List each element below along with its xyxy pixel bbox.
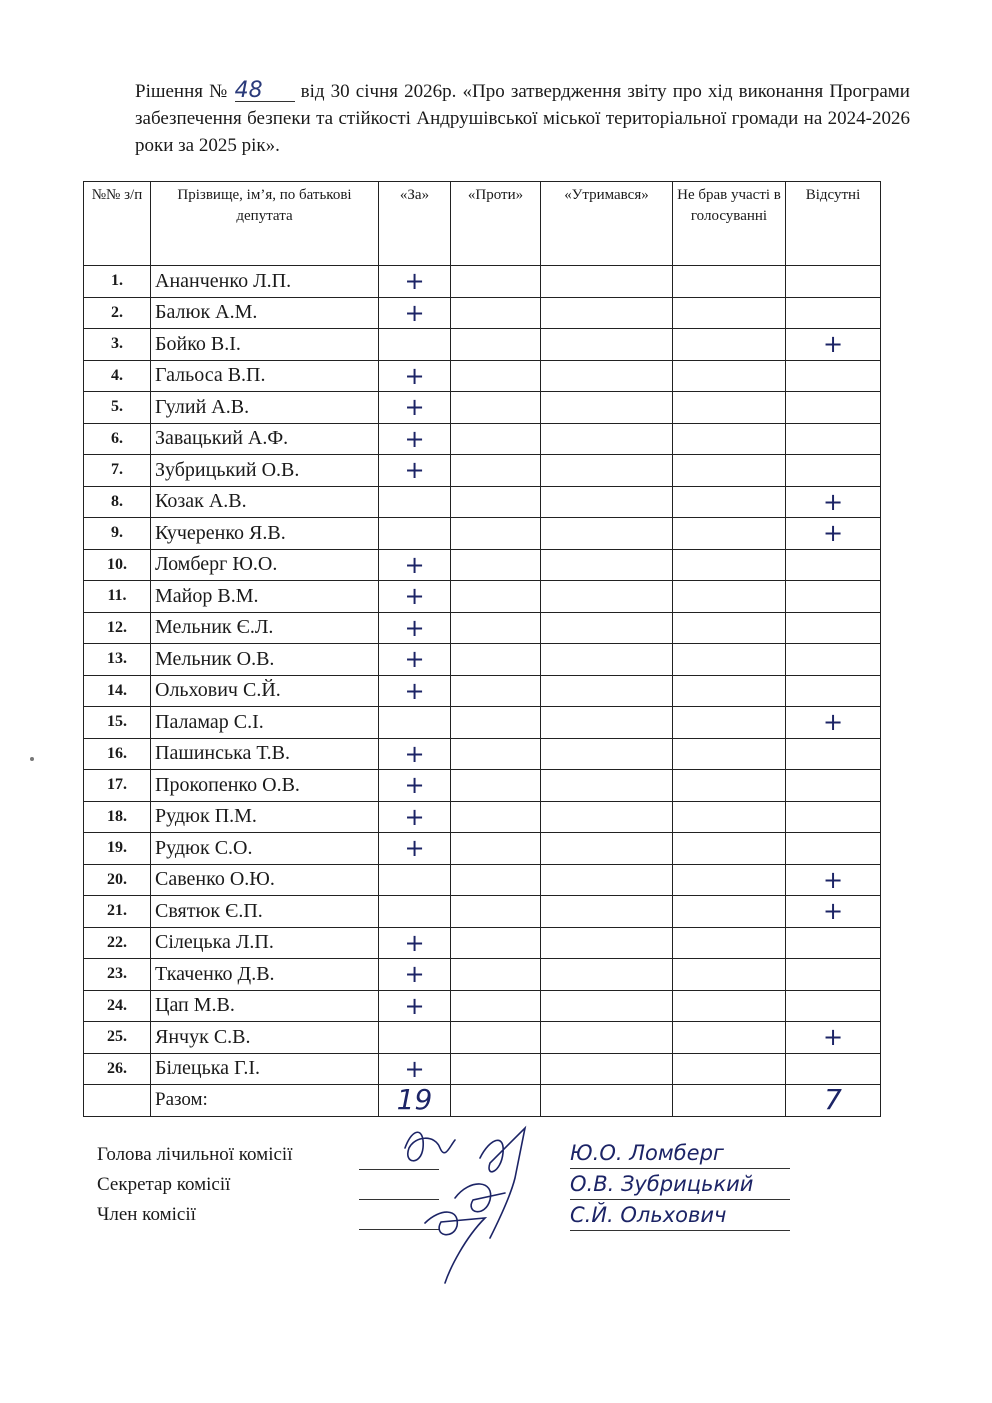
absent-mark bbox=[786, 266, 881, 298]
vote-against-cell bbox=[451, 959, 541, 991]
vote-for-mark: + bbox=[379, 266, 451, 298]
signatory-names bbox=[570, 1138, 790, 1231]
table-row bbox=[84, 770, 881, 802]
no-vote-cell bbox=[673, 423, 786, 455]
vote-for-mark: + bbox=[379, 801, 451, 833]
row-number: 10. bbox=[84, 549, 151, 581]
deputy-name: Балюк А.М. bbox=[151, 297, 379, 329]
deputy-name: Паламар С.І. bbox=[151, 707, 379, 739]
vote-abstain-cell bbox=[541, 486, 673, 518]
vote-abstain-cell bbox=[541, 581, 673, 613]
vote-abstain-cell bbox=[541, 707, 673, 739]
vote-abstain-cell bbox=[541, 738, 673, 770]
col-name-header: Прізвище, ім’я, по батькові депутата bbox=[151, 182, 379, 266]
row-number: 7. bbox=[84, 455, 151, 487]
no-vote-cell bbox=[673, 927, 786, 959]
vote-against-cell bbox=[451, 927, 541, 959]
deputy-name: Мельник Є.Л. bbox=[151, 612, 379, 644]
absent-mark: + bbox=[786, 896, 881, 928]
decision-prefix: Рішення № bbox=[135, 81, 229, 102]
vote-for-mark: + bbox=[379, 675, 451, 707]
row-number: 14. bbox=[84, 675, 151, 707]
vote-for-mark: + bbox=[379, 455, 451, 487]
signature-member bbox=[425, 1212, 485, 1283]
col-abstain-header: «Утримався» bbox=[541, 182, 673, 266]
vote-abstain-cell bbox=[541, 329, 673, 361]
row-number: 12. bbox=[84, 612, 151, 644]
row-number: 8. bbox=[84, 486, 151, 518]
row-number: 17. bbox=[84, 770, 151, 802]
vote-abstain-cell bbox=[541, 927, 673, 959]
deputy-name: Рудюк С.О. bbox=[151, 833, 379, 865]
deputy-name: Гулий А.В. bbox=[151, 392, 379, 424]
row-number: 18. bbox=[84, 801, 151, 833]
role-chair: Голова лічильної комісії bbox=[97, 1144, 293, 1165]
row-number: 23. bbox=[84, 959, 151, 991]
vote-against-cell bbox=[451, 1022, 541, 1054]
absent-mark bbox=[786, 360, 881, 392]
vote-abstain-cell bbox=[541, 770, 673, 802]
no-vote-cell bbox=[673, 297, 786, 329]
total-for: 19 bbox=[379, 1085, 451, 1117]
deputy-name: Майор В.М. bbox=[151, 581, 379, 613]
voting-table bbox=[83, 181, 881, 1117]
vote-for-mark: + bbox=[379, 392, 451, 424]
vote-against-cell bbox=[451, 297, 541, 329]
deputy-name: Мельник О.В. bbox=[151, 644, 379, 676]
row-number: 11. bbox=[84, 581, 151, 613]
vote-against-cell bbox=[451, 486, 541, 518]
vote-for-mark: + bbox=[379, 738, 451, 770]
vote-abstain-cell bbox=[541, 392, 673, 424]
total-row bbox=[84, 1085, 881, 1117]
table-row bbox=[84, 801, 881, 833]
absent-mark bbox=[786, 549, 881, 581]
col-for-header: «За» bbox=[379, 182, 451, 266]
vote-abstain-cell bbox=[541, 455, 673, 487]
no-vote-cell bbox=[673, 486, 786, 518]
row-number: 22. bbox=[84, 927, 151, 959]
deputy-name: Білецька Г.І. bbox=[151, 1053, 379, 1085]
table-row bbox=[84, 864, 881, 896]
row-number: 24. bbox=[84, 990, 151, 1022]
table-row bbox=[84, 549, 881, 581]
absent-mark: + bbox=[786, 864, 881, 896]
vote-against-cell bbox=[451, 581, 541, 613]
vote-against-cell bbox=[451, 770, 541, 802]
total-novote-cell bbox=[673, 1085, 786, 1117]
col-absent-header: Відсутні bbox=[786, 182, 881, 266]
table-row bbox=[84, 644, 881, 676]
vote-against-cell bbox=[451, 864, 541, 896]
table-row bbox=[84, 329, 881, 361]
deputy-name: Прокопенко О.В. bbox=[151, 770, 379, 802]
deputy-name: Пашинська Т.В. bbox=[151, 738, 379, 770]
row-number: 1. bbox=[84, 266, 151, 298]
vote-for-mark bbox=[379, 518, 451, 550]
vote-abstain-cell bbox=[541, 959, 673, 991]
absent-mark: + bbox=[786, 486, 881, 518]
vote-abstain-cell bbox=[541, 266, 673, 298]
deputy-name: Кучеренко Я.В. bbox=[151, 518, 379, 550]
no-vote-cell bbox=[673, 738, 786, 770]
absent-mark bbox=[786, 423, 881, 455]
total-against-cell bbox=[451, 1085, 541, 1117]
no-vote-cell bbox=[673, 392, 786, 424]
scan-speck bbox=[30, 757, 34, 761]
vote-against-cell bbox=[451, 392, 541, 424]
vote-abstain-cell bbox=[541, 990, 673, 1022]
signature-chair bbox=[405, 1132, 455, 1161]
vote-against-cell bbox=[451, 896, 541, 928]
table-row bbox=[84, 518, 881, 550]
absent-mark bbox=[786, 738, 881, 770]
role-member: Член комісії bbox=[97, 1204, 196, 1225]
signoff-line bbox=[97, 1170, 439, 1200]
no-vote-cell bbox=[673, 864, 786, 896]
vote-against-cell bbox=[451, 644, 541, 676]
vote-against-cell bbox=[451, 707, 541, 739]
row-number: 19. bbox=[84, 833, 151, 865]
vote-against-cell bbox=[451, 329, 541, 361]
role-secretary: Секретар комісії bbox=[97, 1174, 231, 1195]
col-num-header: №№ з/п bbox=[84, 182, 151, 266]
deputy-name: Гальоса В.П. bbox=[151, 360, 379, 392]
vote-against-cell bbox=[451, 833, 541, 865]
vote-for-mark: + bbox=[379, 423, 451, 455]
vote-against-cell bbox=[451, 612, 541, 644]
vote-abstain-cell bbox=[541, 297, 673, 329]
vote-abstain-cell bbox=[541, 675, 673, 707]
vote-abstain-cell bbox=[541, 423, 673, 455]
signoff-block bbox=[97, 1140, 439, 1230]
no-vote-cell bbox=[673, 644, 786, 676]
row-number: 20. bbox=[84, 864, 151, 896]
absent-mark bbox=[786, 1053, 881, 1085]
table-header-row bbox=[84, 182, 881, 266]
row-number: 4. bbox=[84, 360, 151, 392]
deputy-name: Святюк Є.П. bbox=[151, 896, 379, 928]
col-novote-header: Не брав участі в голосуванні bbox=[673, 182, 786, 266]
absent-mark bbox=[786, 644, 881, 676]
vote-against-cell bbox=[451, 675, 541, 707]
row-number: 15. bbox=[84, 707, 151, 739]
row-number: 3. bbox=[84, 329, 151, 361]
no-vote-cell bbox=[673, 1053, 786, 1085]
vote-abstain-cell bbox=[541, 801, 673, 833]
vote-abstain-cell bbox=[541, 518, 673, 550]
vote-abstain-cell bbox=[541, 644, 673, 676]
row-number: 2. bbox=[84, 297, 151, 329]
vote-abstain-cell bbox=[541, 1053, 673, 1085]
deputy-name: Рудюк П.М. bbox=[151, 801, 379, 833]
no-vote-cell bbox=[673, 612, 786, 644]
table-row bbox=[84, 423, 881, 455]
table-row bbox=[84, 392, 881, 424]
deputy-name: Ананченко Л.П. bbox=[151, 266, 379, 298]
decision-number: 48 bbox=[235, 81, 295, 102]
vote-abstain-cell bbox=[541, 549, 673, 581]
table-row bbox=[84, 738, 881, 770]
absent-mark bbox=[786, 927, 881, 959]
no-vote-cell bbox=[673, 1022, 786, 1054]
no-vote-cell bbox=[673, 959, 786, 991]
vote-for-mark bbox=[379, 486, 451, 518]
deputy-name: Козак А.В. bbox=[151, 486, 379, 518]
table-row bbox=[84, 927, 881, 959]
absent-mark bbox=[786, 675, 881, 707]
vote-abstain-cell bbox=[541, 896, 673, 928]
absent-mark bbox=[786, 455, 881, 487]
decision-text: від 30 січня 2026р. «Про затвердження звіту про хід виконання Програми забезпечення безпеки та стійкості Андрушівської міської територіальної громади на 2024-2026 роки за 2025 рік». bbox=[135, 81, 910, 156]
vote-for-mark: + bbox=[379, 360, 451, 392]
vote-against-cell bbox=[451, 423, 541, 455]
vote-for-mark: + bbox=[379, 1053, 451, 1085]
absent-mark bbox=[786, 297, 881, 329]
table-row bbox=[84, 1022, 881, 1054]
chair-name: Ю.О. Ломберг bbox=[570, 1138, 790, 1169]
deputy-name: Ткаченко Д.В. bbox=[151, 959, 379, 991]
table-row bbox=[84, 455, 881, 487]
vote-for-mark bbox=[379, 1022, 451, 1054]
table-row bbox=[84, 990, 881, 1022]
deputy-name: Ольхович С.Й. bbox=[151, 675, 379, 707]
deputy-name: Янчук С.В. bbox=[151, 1022, 379, 1054]
no-vote-cell bbox=[673, 329, 786, 361]
absent-mark: + bbox=[786, 707, 881, 739]
vote-against-cell bbox=[451, 266, 541, 298]
deputy-name: Ломберг Ю.О. bbox=[151, 549, 379, 581]
vote-for-mark: + bbox=[379, 959, 451, 991]
vote-for-mark: + bbox=[379, 927, 451, 959]
row-number: 13. bbox=[84, 644, 151, 676]
vote-for-mark: + bbox=[379, 990, 451, 1022]
vote-for-mark: + bbox=[379, 581, 451, 613]
total-num-cell bbox=[84, 1085, 151, 1117]
table-row bbox=[84, 360, 881, 392]
table-row bbox=[84, 581, 881, 613]
vote-for-mark: + bbox=[379, 833, 451, 865]
total-label: Разом: bbox=[151, 1085, 379, 1117]
vote-against-cell bbox=[451, 549, 541, 581]
vote-abstain-cell bbox=[541, 864, 673, 896]
no-vote-cell bbox=[673, 581, 786, 613]
absent-mark bbox=[786, 392, 881, 424]
secretary-name: О.В. Зубрицький bbox=[570, 1169, 790, 1200]
row-number: 6. bbox=[84, 423, 151, 455]
row-number: 21. bbox=[84, 896, 151, 928]
vote-for-mark bbox=[379, 896, 451, 928]
row-number: 16. bbox=[84, 738, 151, 770]
total-absent: 7 bbox=[786, 1085, 881, 1117]
no-vote-cell bbox=[673, 549, 786, 581]
no-vote-cell bbox=[673, 833, 786, 865]
signature-stroke bbox=[480, 1128, 525, 1238]
vote-against-cell bbox=[451, 455, 541, 487]
no-vote-cell bbox=[673, 360, 786, 392]
vote-against-cell bbox=[451, 360, 541, 392]
absent-mark bbox=[786, 581, 881, 613]
deputy-name: Бойко В.І. bbox=[151, 329, 379, 361]
vote-for-mark: + bbox=[379, 644, 451, 676]
col-against-header: «Проти» bbox=[451, 182, 541, 266]
absent-mark: + bbox=[786, 1022, 881, 1054]
decision-heading bbox=[135, 78, 910, 159]
no-vote-cell bbox=[673, 675, 786, 707]
total-abstain-cell bbox=[541, 1085, 673, 1117]
deputy-name: Савенко О.Ю. bbox=[151, 864, 379, 896]
no-vote-cell bbox=[673, 455, 786, 487]
table-body bbox=[84, 266, 881, 1117]
deputy-name: Сілецька Л.П. bbox=[151, 927, 379, 959]
vote-against-cell bbox=[451, 1053, 541, 1085]
vote-for-mark: + bbox=[379, 297, 451, 329]
absent-mark bbox=[786, 990, 881, 1022]
no-vote-cell bbox=[673, 770, 786, 802]
row-number: 9. bbox=[84, 518, 151, 550]
row-number: 5. bbox=[84, 392, 151, 424]
signature-secretary bbox=[455, 1184, 505, 1212]
table-row bbox=[84, 675, 881, 707]
deputy-name: Зубрицький О.В. bbox=[151, 455, 379, 487]
no-vote-cell bbox=[673, 707, 786, 739]
table-row bbox=[84, 707, 881, 739]
vote-for-mark bbox=[379, 329, 451, 361]
table-row bbox=[84, 266, 881, 298]
absent-mark bbox=[786, 801, 881, 833]
deputy-name: Завацький А.Ф. bbox=[151, 423, 379, 455]
table-row bbox=[84, 1053, 881, 1085]
no-vote-cell bbox=[673, 990, 786, 1022]
vote-abstain-cell bbox=[541, 612, 673, 644]
absent-mark: + bbox=[786, 518, 881, 550]
vote-for-mark: + bbox=[379, 770, 451, 802]
vote-for-mark: + bbox=[379, 549, 451, 581]
signoff-line bbox=[97, 1200, 439, 1230]
absent-mark bbox=[786, 612, 881, 644]
signature-scribbles bbox=[395, 1118, 565, 1288]
table-row bbox=[84, 612, 881, 644]
absent-mark: + bbox=[786, 329, 881, 361]
table-row bbox=[84, 833, 881, 865]
table-row bbox=[84, 297, 881, 329]
vote-for-mark bbox=[379, 864, 451, 896]
table-row bbox=[84, 486, 881, 518]
table-row bbox=[84, 959, 881, 991]
vote-abstain-cell bbox=[541, 1022, 673, 1054]
no-vote-cell bbox=[673, 518, 786, 550]
vote-abstain-cell bbox=[541, 833, 673, 865]
vote-for-mark bbox=[379, 707, 451, 739]
vote-abstain-cell bbox=[541, 360, 673, 392]
row-number: 26. bbox=[84, 1053, 151, 1085]
signoff-line bbox=[97, 1140, 439, 1170]
vote-against-cell bbox=[451, 738, 541, 770]
vote-against-cell bbox=[451, 801, 541, 833]
vote-against-cell bbox=[451, 990, 541, 1022]
row-number: 25. bbox=[84, 1022, 151, 1054]
no-vote-cell bbox=[673, 801, 786, 833]
no-vote-cell bbox=[673, 266, 786, 298]
absent-mark bbox=[786, 959, 881, 991]
vote-for-mark: + bbox=[379, 612, 451, 644]
absent-mark bbox=[786, 833, 881, 865]
deputy-name: Цап М.В. bbox=[151, 990, 379, 1022]
no-vote-cell bbox=[673, 896, 786, 928]
member-name: С.Й. Ольхович bbox=[570, 1200, 790, 1231]
vote-against-cell bbox=[451, 518, 541, 550]
table-row bbox=[84, 896, 881, 928]
absent-mark bbox=[786, 770, 881, 802]
